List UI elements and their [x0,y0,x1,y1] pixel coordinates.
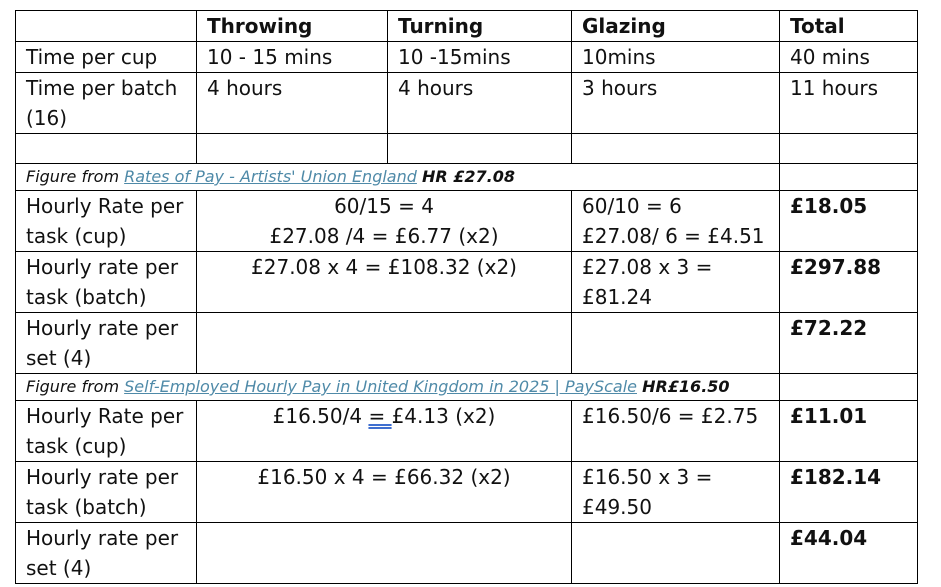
cell-total: 40 mins [780,42,918,73]
source-link[interactable]: Rates of Pay - Artists' Union England [124,167,417,186]
table-row [16,523,918,584]
cell-total: £182.14 [780,462,918,523]
cell-glazing [572,401,780,462]
cell-throwing-turning [197,191,572,252]
table-row [16,42,918,73]
calc-line: £16.50/6 = £2.75 [582,404,759,428]
empty-cell [197,313,572,374]
empty-cell [197,134,388,164]
source-row-payscale [16,374,918,401]
empty-cell [16,134,197,164]
row-label: Hourly rate per task (batch) [16,252,197,313]
calc-line: 60/15 = 4 [334,194,434,218]
source-note [16,164,780,191]
cell-glazing: 10mins [572,42,780,73]
calc-line: £49.50 [582,495,652,519]
calc-line: £16.50 x 4 = £66.32 (x2) [257,465,511,489]
cell-turning: 10 -15mins [388,42,572,73]
source-note [16,374,780,401]
empty-cell [572,313,780,374]
empty-cell [197,523,572,584]
cell-throwing-turning [197,401,572,462]
source-prefix: Figure from [26,167,125,186]
table-row [16,252,918,313]
header-glazing: Glazing [572,11,780,42]
table-row [16,191,918,252]
cell-total: £44.04 [780,523,918,584]
cell-glazing: 3 hours [572,73,780,134]
cell-total: £11.01 [780,401,918,462]
calc-line: £27.08 x 3 = [582,255,713,279]
cell-glazing [572,252,780,313]
cell-total: 11 hours [780,73,918,134]
empty-cell [780,134,918,164]
header-total: Total [780,11,918,42]
header-throwing: Throwing [197,11,388,42]
table-row [16,462,918,523]
empty-cell [780,164,918,191]
calc-line: £27.08/ 6 = £4.51 [582,224,765,248]
cell-turning: 4 hours [388,73,572,134]
cell-throwing-turning [197,252,572,313]
table-row [16,401,918,462]
row-label: Hourly Rate per task (cup) [16,401,197,462]
calc-part: £16.50/4 [272,404,369,428]
empty-cell [780,374,918,401]
calc-part: £4.13 (x2) [391,404,496,428]
header-row [16,11,918,42]
empty-cell [572,134,780,164]
cell-glazing [572,191,780,252]
cell-total: £18.05 [780,191,918,252]
empty-cell [388,134,572,164]
source-prefix: Figure from [26,377,125,396]
row-label-time-per-cup: Time per cup [16,42,197,73]
calc-line: £16.50 x 3 = [582,465,713,489]
calc-line [197,401,571,431]
header-cell-blank [16,11,197,42]
row-label: Hourly Rate per task (cup) [16,191,197,252]
calc-part-underlined: = [368,404,392,428]
source-rate: HR £27.08 [422,167,516,186]
table-row [16,73,918,134]
source-rate: HR£16.50 [642,377,730,396]
header-turning: Turning [388,11,572,42]
calc-line: £81.24 [582,285,652,309]
cell-total: £72.22 [780,313,918,374]
cell-throwing: 10 - 15 mins [197,42,388,73]
cell-throwing: 4 hours [197,73,388,134]
source-row-artists-union [16,164,918,191]
empty-cell [572,523,780,584]
cell-total: £297.88 [780,252,918,313]
cell-throwing-turning [197,462,572,523]
calc-line: 60/10 = 6 [582,194,682,218]
calc-line: £27.08 /4 = £6.77 (x2) [269,224,499,248]
row-label-time-per-batch: Time per batch (16) [16,73,197,134]
cell-glazing [572,462,780,523]
empty-row [16,134,918,164]
row-label: Hourly rate per set (4) [16,523,197,584]
pricing-table [15,10,918,584]
table-row [16,313,918,374]
row-label: Hourly rate per set (4) [16,313,197,374]
source-link[interactable]: Self-Employed Hourly Pay in United Kingdom in 2025 | PayScale [124,377,637,396]
row-label: Hourly rate per task (batch) [16,462,197,523]
calc-line: £27.08 x 4 = £108.32 (x2) [251,255,517,279]
